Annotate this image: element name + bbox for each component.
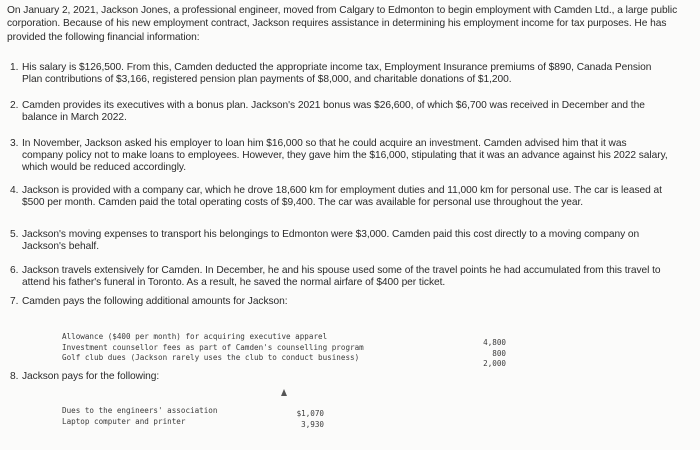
item-2: [10, 100, 670, 124]
item-7-table-labels: [62, 332, 364, 364]
item-text: Jackson pays for the following:: [22, 371, 160, 382]
item-4: [10, 185, 670, 209]
table-row-label: Investment counsellor fees as part of Camden's counselling program: [62, 342, 364, 352]
item-number: 1.: [10, 62, 19, 73]
table-row-label: Golf club dues (Jackson rarely uses the club to conduct business): [62, 353, 360, 363]
table-row-amount: 800: [492, 348, 506, 358]
mouse-pointer-icon: [281, 389, 287, 396]
table-row-label: Dues to the engineers' association: [62, 406, 218, 415]
table-row-label: Allowance ($400 per month) for acquiring executive apparel: [62, 332, 328, 341]
item-text: In November, Jackson asked his employer to loan him $16,000 so that he could acquire an investment. Camden advised him that it was company policy not to make loans to employees. However, they gave him the $16,000, stipulating that it was an advance against his 2022 salary, which would be reduced accordingly.: [22, 138, 668, 174]
item-1: [10, 62, 670, 86]
intro-paragraph: On January 2, 2021, Jackson Jones, a professional engineer, moved from Calgary to Edmonton to begin employment with Camden Ltd., a large public corporation. Because of his new employment contract, Jackson requires assistance in determining his employment income for tax purposes. He has provided the following financial information:: [7, 5, 678, 43]
item-7: [10, 296, 670, 308]
item-6: [10, 265, 670, 289]
item-3: [10, 138, 670, 175]
item-text: Camden pays the following additional amounts for Jackson:: [22, 296, 288, 307]
item-number: 6.: [10, 265, 19, 276]
item-number: 8.: [10, 371, 19, 382]
table-row-amount: 2,000: [483, 359, 506, 369]
item-number: 7.: [10, 296, 19, 307]
item-text: Jackson's moving expenses to transport his belongings to Edmonton were $3,000. Camden paid this cost directly to a moving company on Jackson's behalf.: [22, 229, 640, 253]
item-text: Camden provides its executives with a bonus plan. Jackson's 2021 bonus was $26,600, of which $6,700 was received in December and the balance in March 2022.: [22, 100, 645, 124]
table-row-amount: 4,800: [483, 338, 506, 347]
table-row-label: Laptop computer and printer: [62, 416, 186, 426]
item-8-table-labels: [62, 406, 217, 427]
item-text: Jackson is provided with a company car, which he drove 18,600 km for employment duties and 11,000 km for personal use. The car is leased at $500 per month. Camden paid the total operating costs of $9,400. The car was available for personal use throughout the year.: [22, 185, 662, 209]
item-text: Jackson travels extensively for Camden. In December, he and his spouse used some of the travel points he had accumulated from this travel to attend his father's funeral in Toronto. As a result, he saved the normal airfare of $400 per ticket.: [22, 265, 661, 289]
item-number: 3.: [10, 138, 19, 149]
item-number: 2.: [10, 100, 19, 111]
item-7-table-amounts: [470, 338, 506, 370]
table-row-amount: $1,070: [296, 409, 324, 418]
item-text: His salary is $126,500. From this, Camden deducted the appropriate income tax, Employment Insurance premiums of $890, Canada Pension Plan contributions of $3,166, registered pension plan payments of $8,000, and charitable donations of $1,200.: [22, 62, 652, 86]
table-row-amount: 3,930: [301, 419, 324, 429]
item-number: 5.: [10, 229, 19, 240]
item-8-table-amounts: [286, 409, 324, 430]
item-number: 4.: [10, 185, 19, 196]
item-8: [10, 371, 670, 383]
item-5: [10, 229, 670, 253]
